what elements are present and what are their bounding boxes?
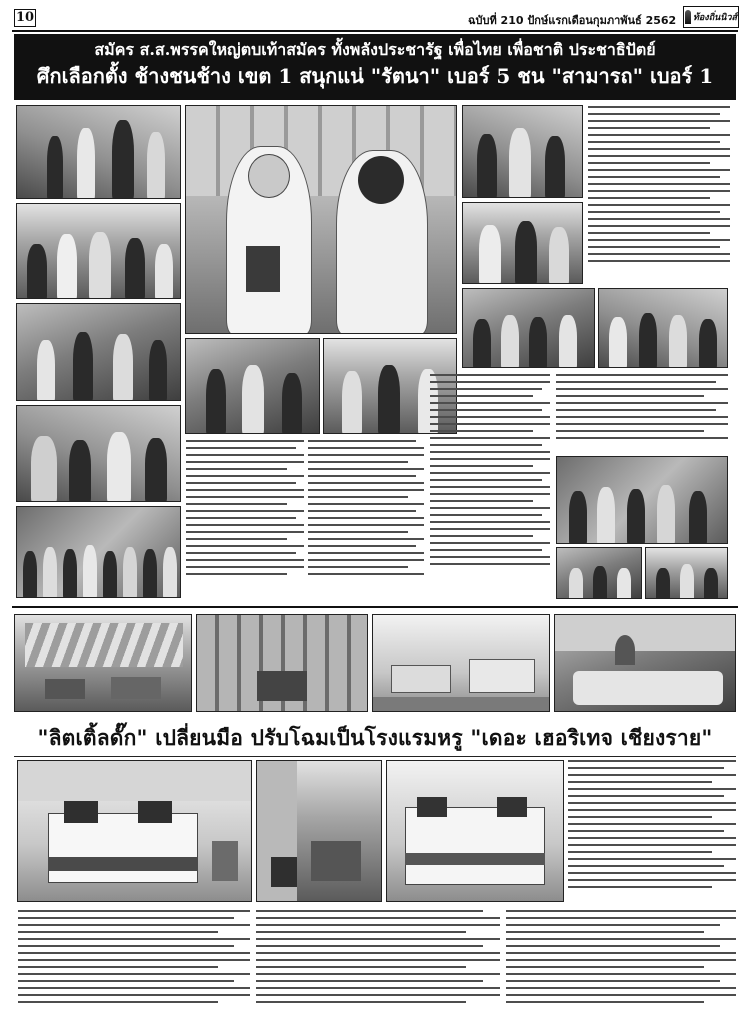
- story1-headline-block: [14, 34, 736, 100]
- photo-hotel-room-1: [17, 760, 252, 902]
- story1-text-col-4: [556, 374, 728, 452]
- issue-info: ฉบับที่ 210 ปักษ์แรกเดือนกุมภาพันธ์ 2562: [468, 14, 677, 27]
- story1-text-col-3: [430, 374, 550, 600]
- photo-supporters-group: [16, 203, 181, 299]
- photo-registration-hall: [16, 303, 181, 401]
- story2-text-col-3: [506, 910, 736, 1016]
- story1-headline-line2: ศึกเลือกตั้ง ช้างชนช้าง เขต 1 สนุกแน่ "รัตนา" เบอร์ 5 ชน "สามารถ" เบอร์ 1: [36, 64, 714, 88]
- photo-registration-desk: [185, 338, 320, 434]
- photo-seated-group: [462, 288, 595, 368]
- masthead-title: ท้องถิ่นนิวส์: [692, 13, 738, 23]
- photo-rally-crowd-2: [556, 547, 642, 599]
- story2-text-col-2: [256, 910, 500, 1016]
- photo-hotel-corridor: [196, 614, 368, 712]
- page-number: 10: [15, 10, 35, 25]
- masthead-logo: [683, 6, 739, 28]
- photo-rally-crowd-3: [645, 547, 728, 599]
- header-rule: [12, 30, 738, 32]
- story2-headline: "ลิตเติ้ลดั๊ก" เปลี่ยนมือ ปรับโฉมเป็นโรงแรมหรู "เดอะ เฮอริเทจ เชียงราย": [37, 725, 713, 750]
- photo-team-banner: [598, 288, 728, 368]
- photo-hotel-room-2: [256, 760, 382, 902]
- photo-candidates-walking: [16, 105, 181, 199]
- photo-crowd-outdoor: [16, 506, 181, 598]
- story1-text-col-1: [186, 440, 304, 600]
- page-number-box: [14, 9, 36, 27]
- photo-hotel-lounge: [372, 614, 550, 712]
- photo-main-candidates: [185, 105, 457, 334]
- photo-supporters-signs: [16, 405, 181, 502]
- photo-women-greeting: [462, 105, 583, 198]
- story1-text-col-2: [308, 440, 424, 600]
- story1-text-right-top: [588, 106, 730, 284]
- photo-hotel-lobby-mural: [14, 614, 192, 712]
- photo-rally-crowd-1: [556, 456, 728, 544]
- story-separator: [12, 606, 738, 608]
- photo-candidate-flowers: [462, 202, 583, 284]
- story2-text-col-1: [18, 910, 250, 1016]
- photo-hotel-room-3: [386, 760, 564, 902]
- torch-logo-icon: [685, 10, 691, 24]
- photo-hotel-pool: [554, 614, 736, 712]
- story2-text-right: [568, 760, 736, 902]
- story1-headline-line1: สมัคร ส.ส.พรรคใหญ่ตบเท้าสมัคร ทั้งพลังประชารัฐ เพื่อไทย เพื่อชาติ ประชาธิปัตย์: [94, 40, 656, 59]
- story2-headline-rule: [14, 756, 736, 757]
